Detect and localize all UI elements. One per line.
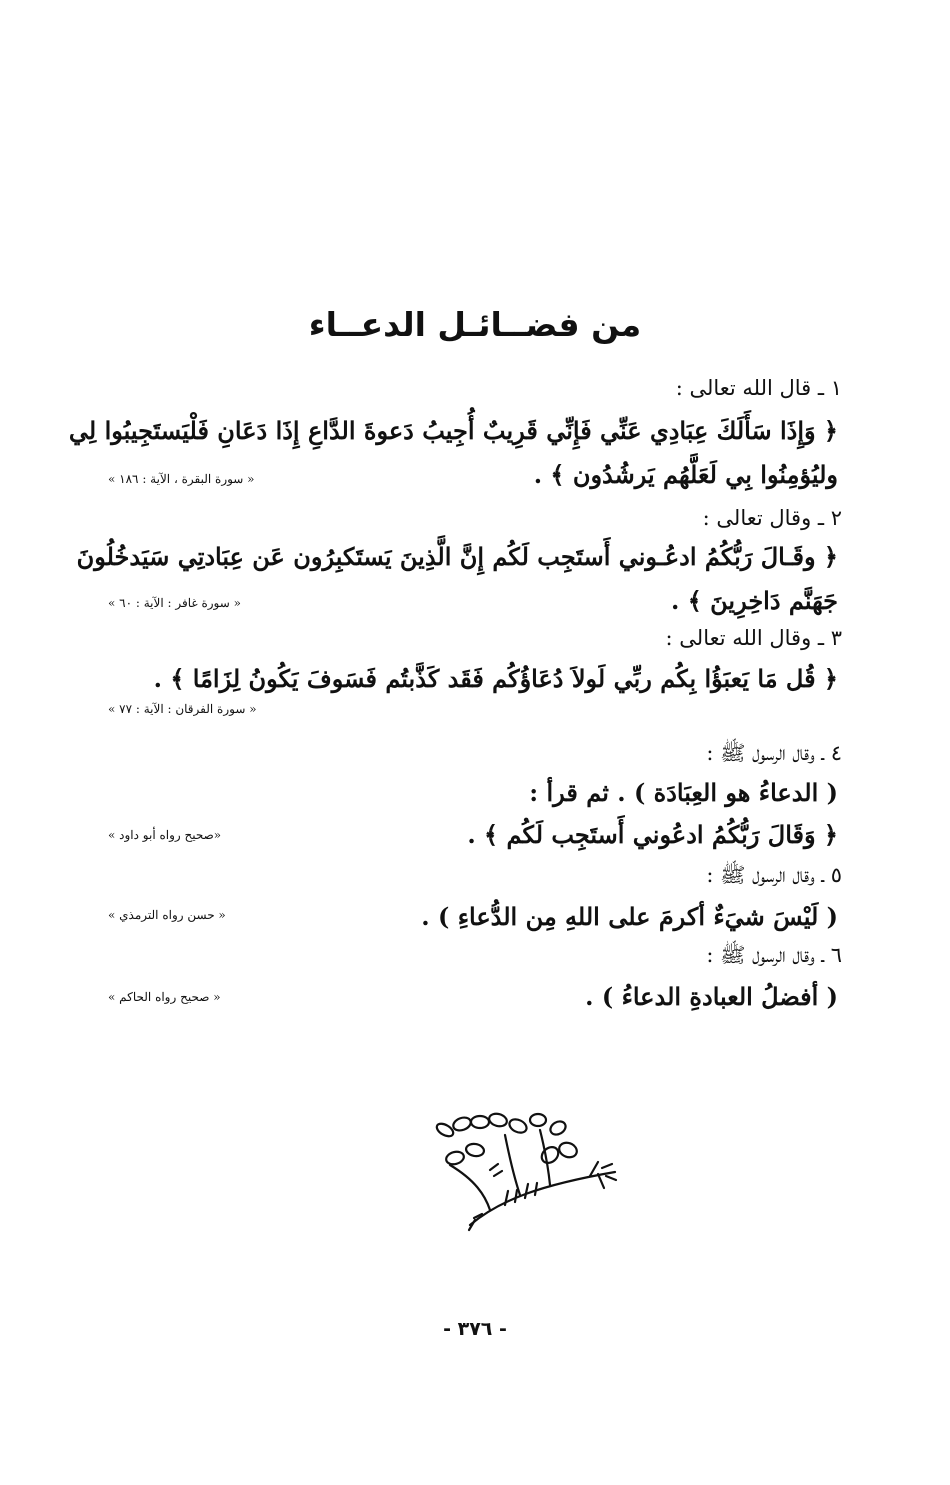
item-2-verse-line-1: ﴿ وقَـالَ رَبُّكُمُ ادعُـوني أَستَجِب لَكُم إِنَّ الَّذِينَ يَستَكبِرُون عَن عِبَادتِي سَيَدخُلُونَ bbox=[76, 542, 838, 571]
item-1-reference: « سورة البقرة ، الآية : ١٨٦ » bbox=[108, 472, 255, 486]
page-number: - ٣٧٦ - bbox=[443, 1318, 507, 1340]
item-4-verse-line: ﴿ وَقَالَ رَبُّكُمُ ادعُوني أَستَجِب لَكُم ﴾ . bbox=[467, 820, 838, 849]
item-1-verse-line-2: وليُؤمِنُوا بِي لَعَلَّهُم يَرشُدُون ﴾ . bbox=[533, 460, 838, 489]
item-2-reference: « سورة غافر : الآية : ٦٠ » bbox=[108, 596, 241, 610]
item-3-verse-line-1: ﴿ قُل مَا يَعبَؤُا بِكُم ربِّي لَولاَ دُعَاؤُكُم فَقَد كَذَّبتُم فَسَوفَ يَكُونُ لِزَامًا ﴾ . bbox=[153, 664, 838, 693]
item-5-hadith-line: ( لَيْسَ شيَءٌ أكرمَ على اللهِ مِن الدُّعاءِ ) . bbox=[421, 902, 838, 931]
item-6-hadith-line: ( أفضلُ العبادةِ الدعاءُ ) . bbox=[585, 982, 838, 1011]
item-1-verse-line-1: ﴿ وَإِذَا سَأَلَكَ عِبَادِي عَنِّي فَإِنِّي قَرِيبٌ أُجِيبُ دَعوةَ الدَّاعِ إِذَا دَعَانِ فَلْيَستَجِيبُوا لِي bbox=[68, 416, 838, 445]
item-4-reference: «صحيح رواه أبو داود » bbox=[108, 828, 222, 842]
item-4-hadith-line: ( الدعاءُ هو العِبَادَة ) . ثم قرأ : bbox=[529, 778, 838, 807]
item-2-intro: ٢ ـ وقال تعالى : bbox=[702, 506, 842, 530]
page-title: من فضــائـل الدعــاء bbox=[308, 305, 642, 344]
item-2-verse-line-2: جَهَنَّم دَاخِرِينَ ﴾ . bbox=[671, 586, 838, 615]
item-3-reference: « سورة الفرقان : الآية : ٧٧ » bbox=[108, 702, 257, 716]
item-6-intro: ٦ ـ وقال الرسول ﷺ : bbox=[706, 943, 842, 967]
item-5-intro: ٥ ـ وقال الرسول ﷺ : bbox=[706, 863, 842, 887]
item-3-intro: ٣ ـ وقال الله تعالى : bbox=[665, 626, 842, 650]
item-6-reference: « صحيح رواه الحاكم » bbox=[108, 990, 221, 1004]
item-1-intro: ١ ـ قال الله تعالى : bbox=[675, 376, 842, 400]
floral-ornament-icon bbox=[430, 1110, 630, 1235]
item-4-intro: ٤ ـ وقال الرسول ﷺ : bbox=[706, 741, 842, 765]
item-5-reference: « حسن رواه الترمذي » bbox=[108, 908, 226, 922]
